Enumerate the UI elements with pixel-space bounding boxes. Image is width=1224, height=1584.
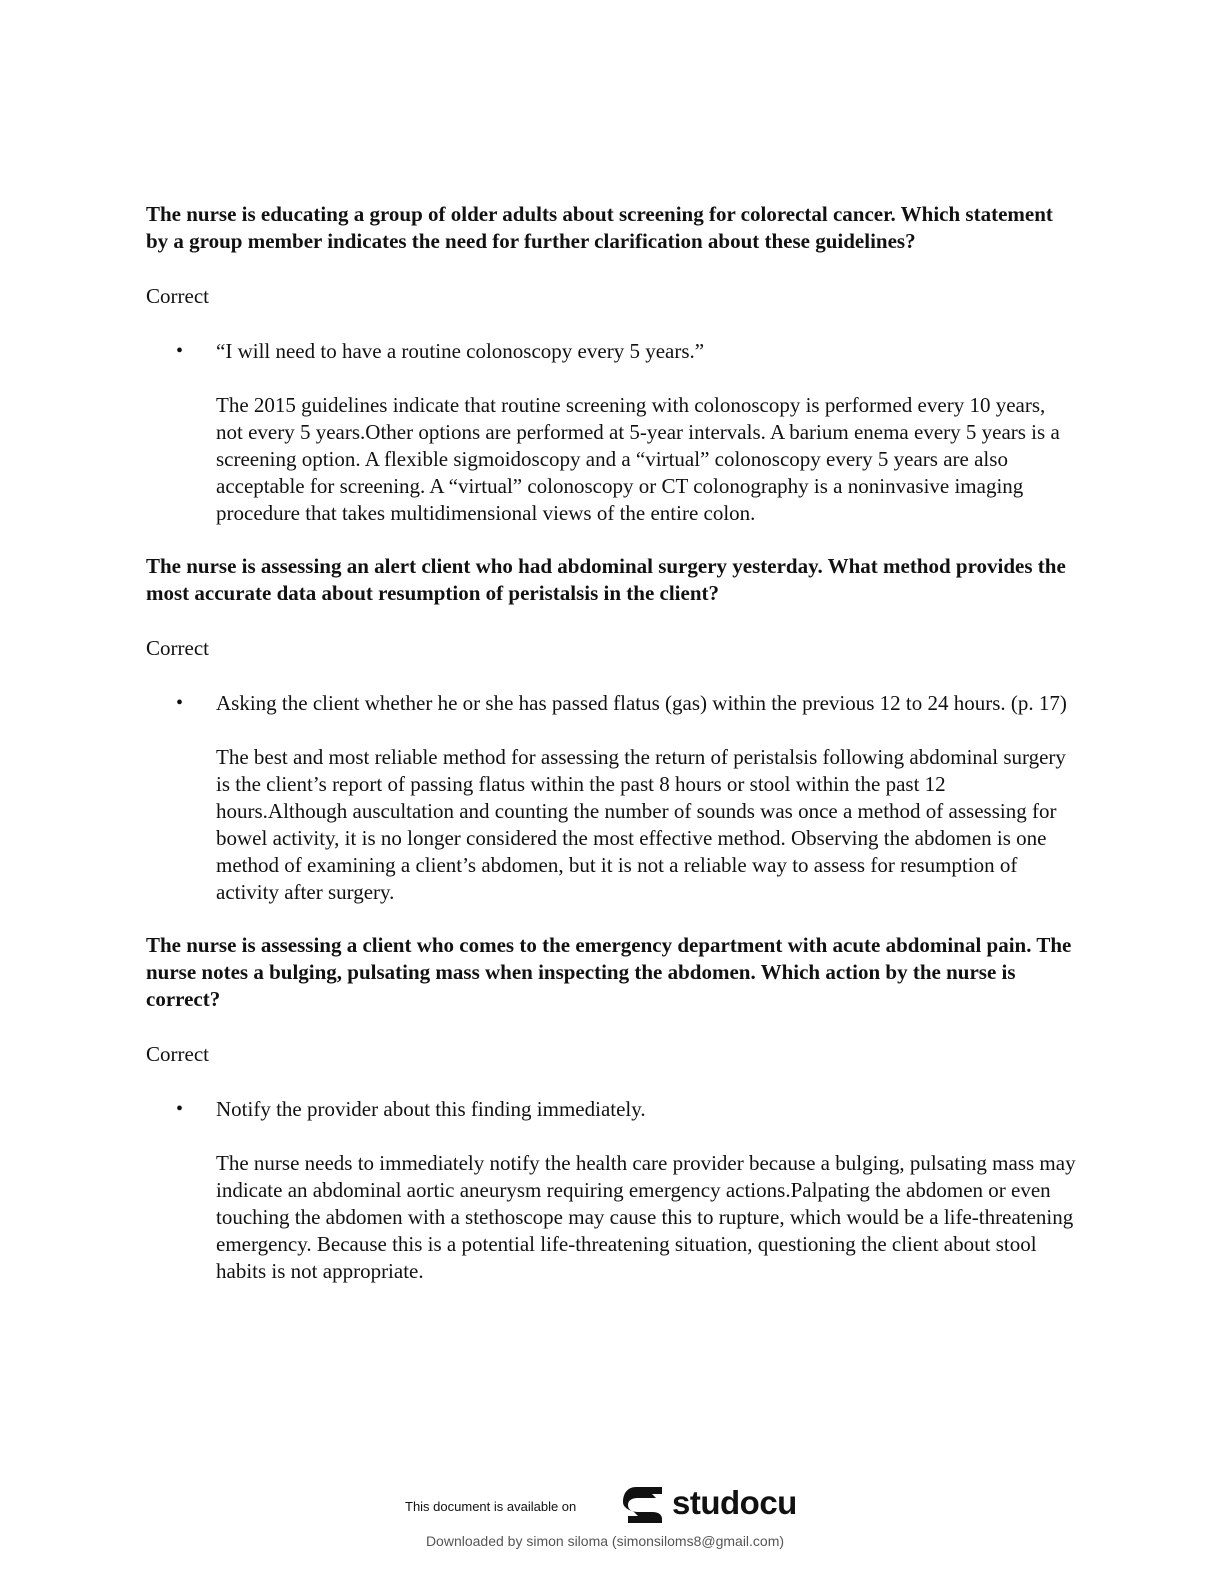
bullet-icon: • bbox=[176, 340, 184, 362]
qa-item-1 bbox=[146, 201, 1076, 527]
answer-option bbox=[146, 338, 1076, 365]
answer-option bbox=[146, 1096, 1076, 1123]
question-text: The nurse is educating a group of older adults about screening for colorectal cancer. Which statement by a group member indicates the need for further clarification about these guidelines? bbox=[146, 202, 1053, 253]
studocu-logo-icon[interactable] bbox=[622, 1484, 668, 1526]
answer-status: Correct bbox=[146, 284, 209, 308]
rationale-text: The best and most reliable method for assessing the return of peristalsis following abdominal surgery is the client’s report of passing flatus within the past 8 hours or stool within the past 12 hours.Although auscultation and counting the number of sounds was once a method of assessing for bowel activity, it is no longer considered the most effective method. Observing the abdomen is one method of examining a client’s abdomen, but it is not a reliable way to assess for resumption of activity after surgery. bbox=[216, 745, 1066, 904]
rationale-text: The 2015 guidelines indicate that routine screening with colonoscopy is performed every 10 years, not every 5 years.Other options are performed at 5-year intervals. A barium enema every 5 years is a screening option. A flexible sigmoidoscopy and a “virtual” colonoscopy every 5 years are also acceptable for screening. A “virtual” colonoscopy or CT colonography is a noninvasive imaging procedure that takes multidimensional views of the entire colon. bbox=[216, 393, 1060, 525]
answer-text: “I will need to have a routine colonoscopy every 5 years.” bbox=[216, 339, 705, 363]
downloaded-by-text: Downloaded by simon siloma (simonsiloms8@gmail.com) bbox=[425, 1533, 785, 1549]
studocu-logo-text[interactable]: studocu bbox=[672, 1484, 797, 1521]
available-on-text: This document is available on bbox=[405, 1499, 577, 1514]
bullet-icon: • bbox=[176, 1098, 184, 1120]
bullet-icon: • bbox=[176, 692, 184, 714]
qa-item-2 bbox=[146, 553, 1076, 906]
answer-text: Asking the client whether he or she has passed flatus (gas) within the previous 12 to 24 hours. (p. 17) bbox=[216, 691, 1067, 715]
rationale-text: The nurse needs to immediately notify the health care provider because a bulging, pulsating mass may indicate an abdominal aortic aneurysm requiring emergency actions.Palpating the abdomen or even touching the abdomen with a stethoscope may cause this to rupture, which would be a life-threatening emergency. Because this is a potential life-threatening situation, questioning the client about stool habits is not appropriate. bbox=[216, 1151, 1076, 1283]
answer-status: Correct bbox=[146, 636, 209, 660]
question-text: The nurse is assessing a client who comes to the emergency department with acute abdominal pain. The nurse notes a bulging, pulsating mass when inspecting the abdomen. Which action by the nurse is correct? bbox=[146, 933, 1072, 1011]
answer-text: Notify the provider about this finding immediately. bbox=[216, 1097, 646, 1121]
page-footer bbox=[0, 1478, 1224, 1578]
answer-status: Correct bbox=[146, 1042, 209, 1066]
question-text: The nurse is assessing an alert client who had abdominal surgery yesterday. What method provides the most accurate data about resumption of peristalsis in the client? bbox=[146, 554, 1066, 605]
answer-option bbox=[146, 690, 1076, 717]
qa-item-3 bbox=[146, 932, 1076, 1285]
document-content bbox=[146, 201, 1076, 1285]
